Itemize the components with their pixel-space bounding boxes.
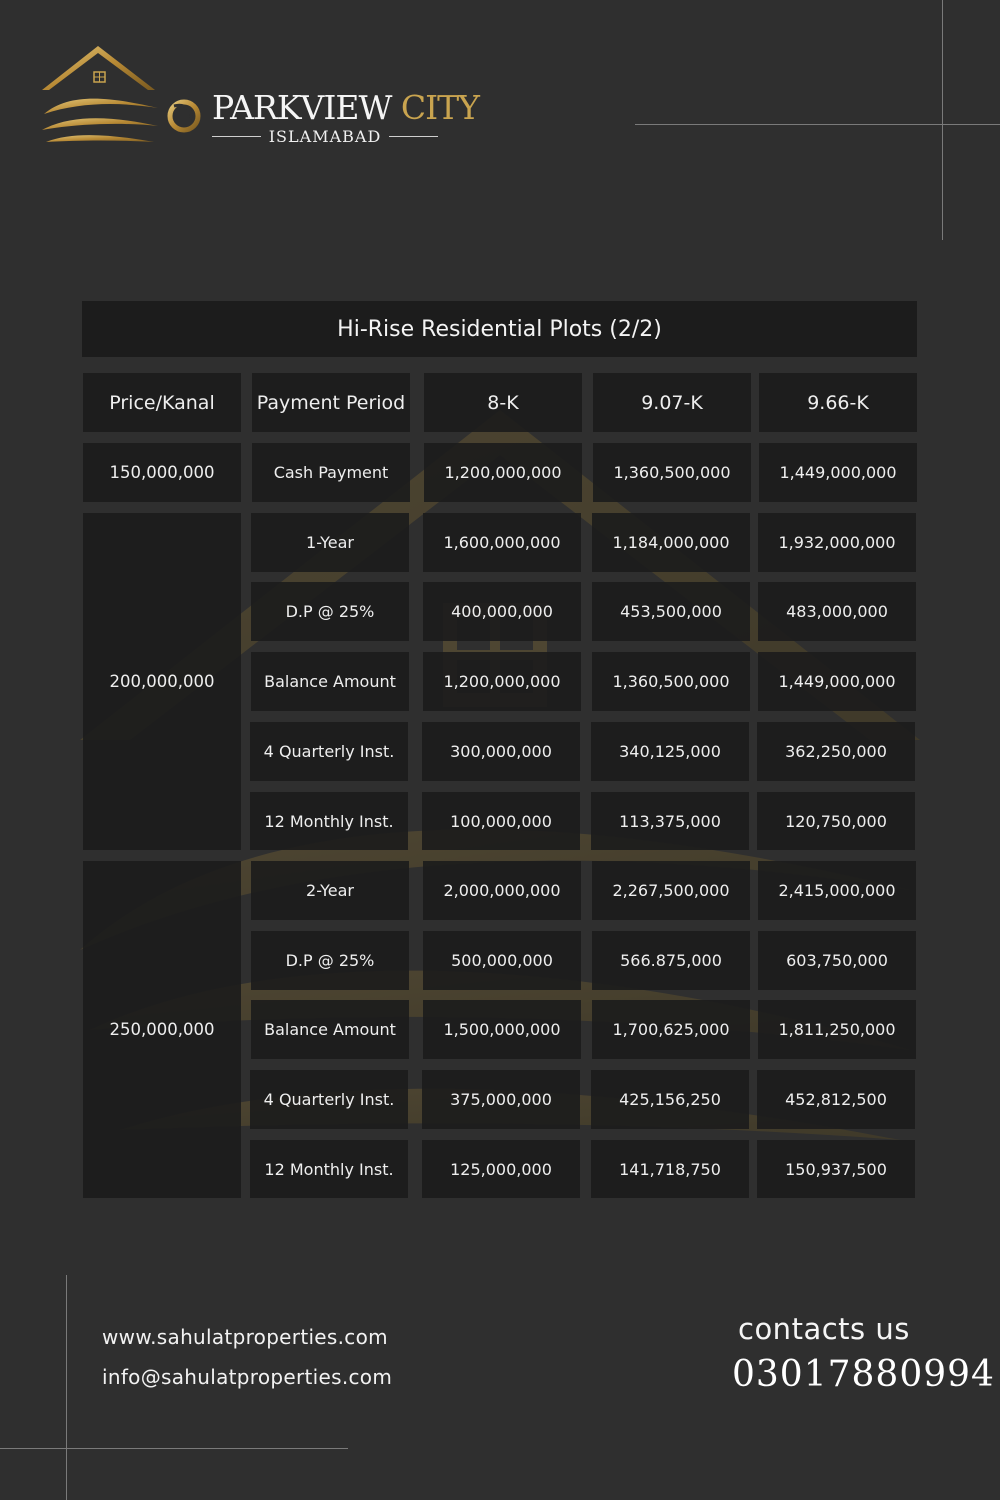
email-link[interactable]: info@sahulatproperties.com (102, 1365, 393, 1389)
value-cell: 1,360,500,000 (593, 443, 751, 502)
header-9-66k: 9.66-K (759, 373, 917, 432)
period-cell: Balance Amount (251, 652, 409, 711)
brand-name (212, 88, 479, 127)
header-payment-period: Payment Period (252, 373, 410, 432)
period-cell: Balance Amount (251, 1000, 409, 1059)
value-cell: 452,812,500 (757, 1070, 915, 1129)
value-cell: 1,932,000,000 (758, 513, 916, 572)
period-cell: D.P @ 25% (251, 931, 409, 990)
header-8k: 8-K (424, 373, 582, 432)
value-cell: 1,811,250,000 (758, 1000, 916, 1059)
value-cell: 2,415,000,000 (758, 861, 916, 920)
value-cell: 500,000,000 (423, 931, 581, 990)
value-cell: 1,184,000,000 (592, 513, 750, 572)
value-cell: 1,449,000,000 (758, 652, 916, 711)
value-cell: 120,750,000 (757, 792, 915, 850)
value-cell: 150,937,500 (757, 1140, 915, 1198)
value-cell: 375,000,000 (422, 1070, 580, 1129)
period-cell: Cash Payment (252, 443, 410, 502)
header-price-kanal: Price/Kanal (83, 373, 241, 432)
value-cell: 603,750,000 (758, 931, 916, 990)
period-cell: 4 Quarterly Inst. (250, 722, 408, 781)
deco-line-bottom-vertical (66, 1275, 67, 1500)
value-cell: 400,000,000 (423, 582, 581, 641)
value-cell: 141,718,750 (591, 1140, 749, 1198)
value-cell: 362,250,000 (757, 722, 915, 781)
value-cell: 1,360,500,000 (592, 652, 750, 711)
brand-name-part1: PARKVIEW (212, 88, 392, 127)
deco-line-bottom-horizontal (0, 1448, 348, 1449)
value-cell: 425,156,250 (591, 1070, 749, 1129)
brand-subtitle (212, 127, 438, 146)
website-link[interactable]: www.sahulatproperties.com (102, 1325, 388, 1349)
contact-label: contacts us (738, 1312, 910, 1346)
period-cell: 12 Monthly Inst. (250, 1140, 408, 1198)
deco-line-top-vertical (942, 0, 943, 240)
period-cell: D.P @ 25% (251, 582, 409, 641)
value-cell: 300,000,000 (422, 722, 580, 781)
value-cell: 340,125,000 (591, 722, 749, 781)
period-cell: 2-Year (251, 861, 409, 920)
period-cell: 12 Monthly Inst. (250, 792, 408, 850)
value-cell: 483,000,000 (758, 582, 916, 641)
value-cell: 1,200,000,000 (423, 652, 581, 711)
value-cell: 566.875,000 (592, 931, 750, 990)
brand-subtitle-text: ISLAMABAD (268, 127, 382, 146)
value-cell: 1,600,000,000 (423, 513, 581, 572)
value-cell: 100,000,000 (422, 792, 580, 850)
value-cell: 2,267,500,000 (592, 861, 750, 920)
value-cell: 2,000,000,000 (423, 861, 581, 920)
value-cell: 1,200,000,000 (424, 443, 582, 502)
deco-line-top-horizontal (635, 124, 1000, 125)
value-cell: 453,500,000 (592, 582, 750, 641)
value-cell: 1,700,625,000 (592, 1000, 750, 1059)
value-cell: 1,449,000,000 (759, 443, 917, 502)
price-cell: 150,000,000 (83, 443, 241, 502)
price-cell: 250,000,000 (83, 861, 241, 1198)
phone-number[interactable]: 03017880994 (732, 1354, 995, 1395)
brand-name-part2: CITY (400, 88, 479, 127)
value-cell: 1,500,000,000 (423, 1000, 581, 1059)
table-title: Hi-Rise Residential Plots (2/2) (82, 301, 917, 357)
header-9-07k: 9.07-K (593, 373, 751, 432)
value-cell: 113,375,000 (591, 792, 749, 850)
value-cell: 125,000,000 (422, 1140, 580, 1198)
period-cell: 1-Year (251, 513, 409, 572)
price-cell: 200,000,000 (83, 513, 241, 850)
period-cell: 4 Quarterly Inst. (250, 1070, 408, 1129)
